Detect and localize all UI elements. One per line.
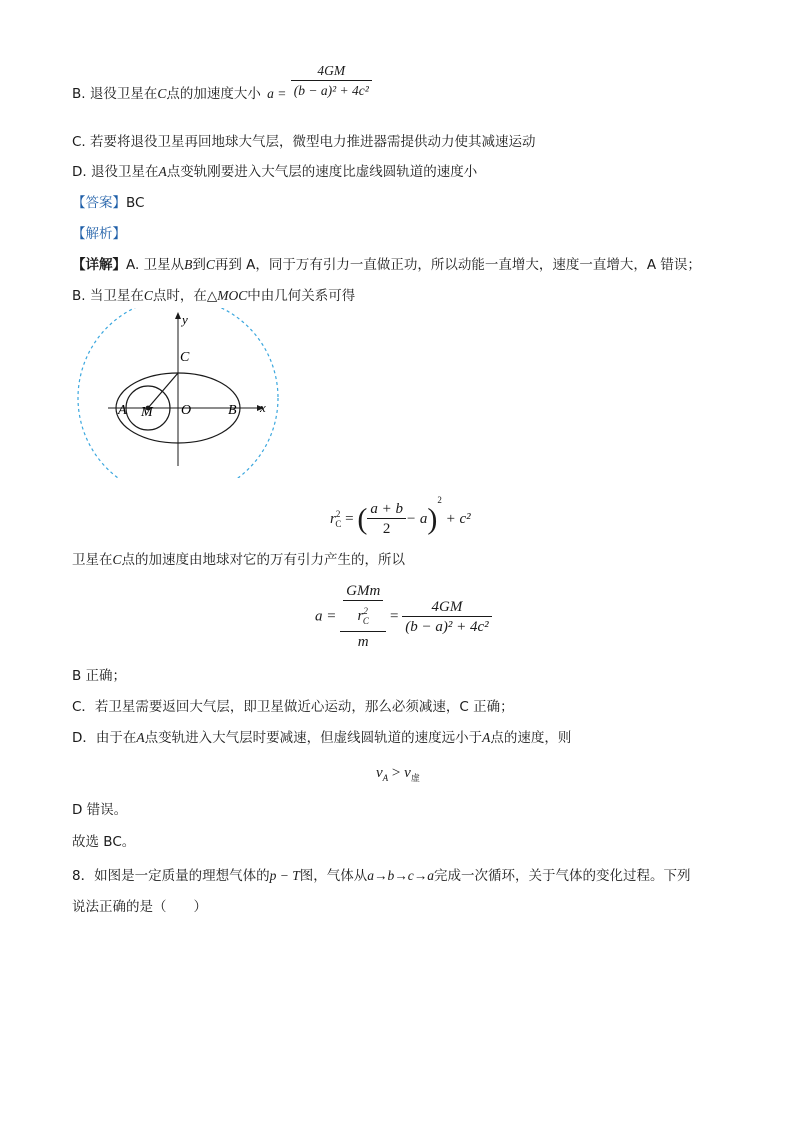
option-b-var: C [157,86,167,101]
option-d [72,162,477,182]
b-line-v1: C [143,288,153,303]
d-line [72,728,571,748]
eq3-op: > [391,765,401,781]
accel-v: C [112,552,122,567]
option-b-text: 点的加速度大小 [166,86,261,102]
eq2-inner-r: r [357,608,364,624]
d-line-b: 点变轨进入大气层时要减速，但虚线圆轨道的速度远小于 [144,730,483,746]
analysis-tag: 【解析】 [72,226,126,242]
q8-pt: p − T [269,868,300,883]
label-x: x [260,400,266,415]
eq1-sup: 2 [335,509,341,519]
option-b-fraction [291,62,372,101]
q8-b: 图，气体从 [299,868,368,884]
eq1-minus: − a [405,511,428,527]
b-line-b: 点时，在△ [152,288,218,304]
label-c: C [180,350,190,365]
eq2-inner-den [343,601,383,631]
eq2-inner-frac [343,582,383,631]
option-c: C. 若要将退役卫星再回地球大气层，微型电力推进器需提供动力使其减速运动 [72,134,536,150]
eq1-lparen: ( [357,502,368,536]
option-b [72,62,372,104]
choose-line: 故选 BC。 [72,834,136,850]
answer-tag: 【答案】 [72,195,126,211]
segment-mc [148,373,178,408]
detail-line [72,255,701,275]
eq3-r: v [404,765,411,781]
option-d-var: A [158,164,167,179]
d-line-v: A [136,730,145,745]
orbit-diagram [68,308,288,478]
option-d-b: 点变轨刚要进入大气层的速度比虚线圆轨道的速度小 [166,164,478,180]
b-correct: B 正确； [72,668,127,684]
q8-a: 8．如图是一定质量的理想气体的 [72,868,270,884]
answer-value: BC [126,195,145,211]
eq2-inner-sub: C [362,616,369,626]
detail-b: 到 [192,257,206,273]
eq2-frac-den: m [357,634,369,650]
d-wrong: D 错误。 [72,802,128,818]
option-b-label: B. 退役卫星在 [72,86,158,102]
answer-line [72,193,144,213]
label-o: O [181,403,192,418]
accel-b: 点的加速度由地球对它的万有引力产生的，所以 [121,552,406,568]
b-line-c: 中由几何关系可得 [247,288,356,304]
eq2-right-den: (b − a)² + 4c² [405,618,489,635]
label-b: B [228,403,237,418]
q8-c: 完成一次循环，关于气体的变化过程。下列 [433,868,691,884]
b-analysis-line [72,286,355,306]
eq1-outer-sup: 2 [437,495,442,505]
eq1-frac-den: 2 [382,521,391,538]
label-y: y [182,312,188,327]
detail-c: 再到 A，同于万有引力一直做正功，所以动能一直增大，速度一直增大，A 错误； [214,257,701,273]
eq1-frac [367,500,406,539]
option-b-den: (b − a)² + 4c² [293,82,369,98]
d-line-a: D．由于在 [72,730,137,746]
label-m: M [141,405,153,420]
eq2-inner-sup: 2 [363,606,368,616]
detail-a: A. 卫星从 [126,257,185,273]
accel-a: 卫星在 [72,552,113,568]
q8-cycle: a→b→c→a [367,868,434,883]
question-8-line2: 说法正确的是（ ） [72,899,207,915]
detail-tag: 【详解】 [72,257,126,273]
equation-accel [315,582,492,652]
eq3-rsub: 虚 [410,773,420,783]
eq2-eq: = [390,608,399,625]
equation-velocity [376,765,420,784]
question-8 [72,866,690,886]
eq2-lhs: a = [315,608,337,625]
eq1-frac-num: a + b [367,500,406,519]
detail-v1: B [184,257,193,272]
eq1-tail: + c² [445,511,471,527]
d-line-c: 点的速度，则 [490,730,572,746]
detail-v2: C [205,257,215,272]
eq1-rparen: ) [427,502,438,536]
eq1-lhs: r [330,511,336,527]
y-axis-arrow [175,312,181,319]
b-line-a: B. 当卫星在 [72,288,144,304]
eq1-sub: C [335,519,342,529]
eq2-frac [340,582,386,652]
eq1-eq: = [345,511,354,527]
eq2-frac-num [340,582,386,632]
label-a: A [118,403,127,418]
c-line: C．若卫星需要返回大气层，即卫星做近心运动，那么必须减速，C 正确； [72,699,514,715]
equation-rc [330,495,471,539]
option-b-num: 4GM [291,62,372,81]
option-b-lhs: a = [267,86,287,101]
eq3-l: v [376,765,383,781]
option-d-a: D. 退役卫星在 [72,164,159,180]
eq2-inner-num: GMm [343,582,383,601]
eq3-lsub: A [382,773,389,783]
accel-line [72,550,405,570]
eq2-right-num: 4GM [402,598,491,617]
eq2-right-frac [402,598,491,637]
analysis-line [72,224,126,244]
d-line-v2: A [482,730,491,745]
b-line-v2: MOC [217,288,248,303]
